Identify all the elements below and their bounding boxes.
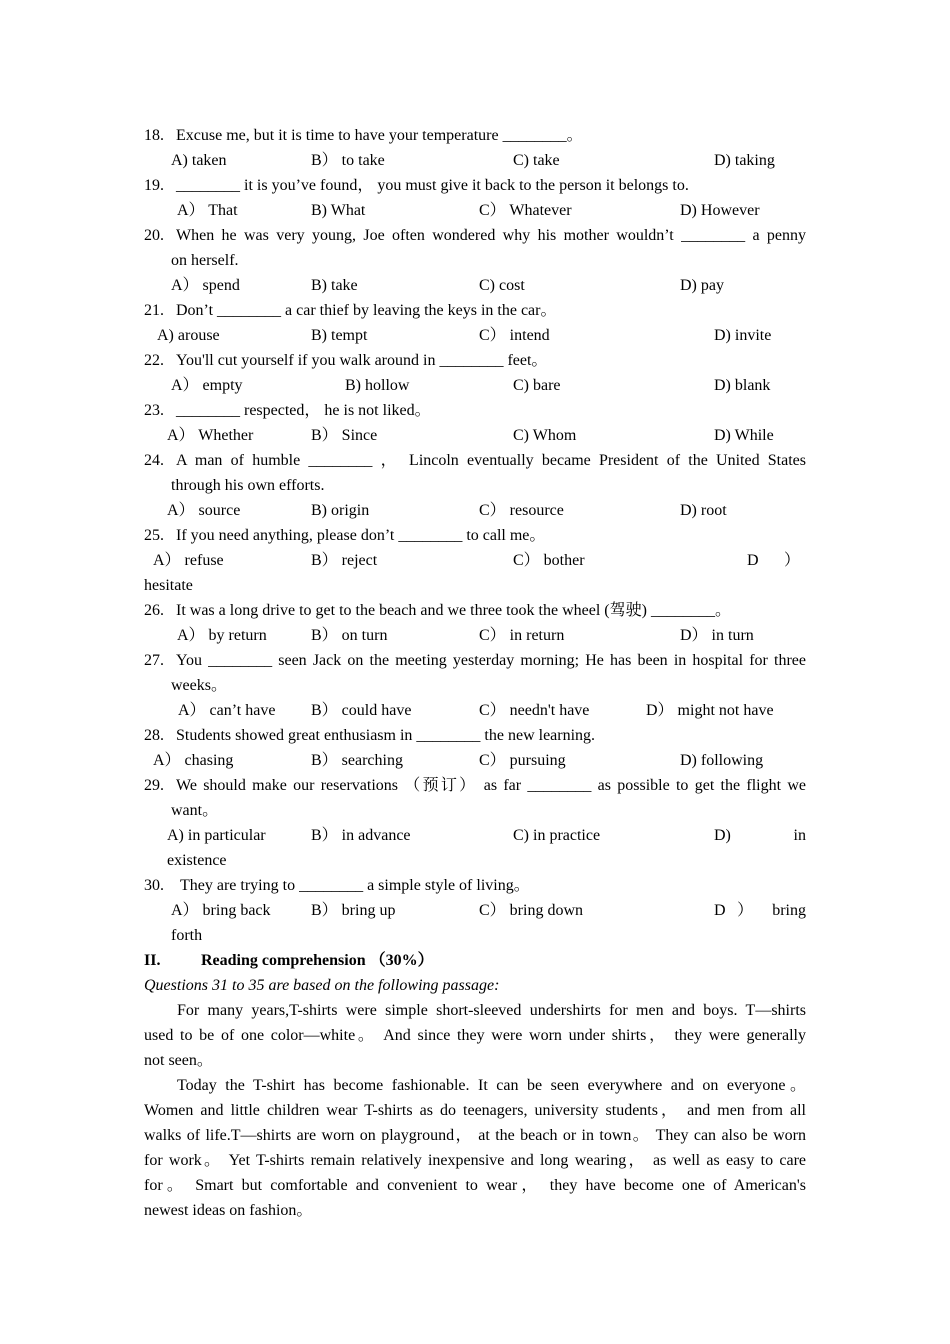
question-number: 27. xyxy=(144,652,164,669)
option-b: B） to take xyxy=(311,152,385,169)
question-stem: You'll cut yourself if you walk around in ________ feet。 xyxy=(176,352,548,369)
question-number: 24. xyxy=(144,452,164,469)
option-a: A） spend xyxy=(171,277,240,294)
passage-line: not seen。 xyxy=(144,1052,213,1069)
section-title: Reading comprehension （30%） xyxy=(201,952,434,969)
question-number: 21. xyxy=(144,302,164,319)
option-c: C） bother xyxy=(513,552,585,569)
question-stem: If you need anything, please don’t ________ to call me。 xyxy=(176,527,546,544)
passage-line: used to be of one color—white。 And since they were worn under shirts， they were generally xyxy=(144,1027,806,1044)
question-stem-continued: weeks。 xyxy=(171,677,227,694)
option-d: D) However xyxy=(680,202,760,219)
question-number: 25. xyxy=(144,527,164,544)
question-number: 20. xyxy=(144,227,164,244)
option-b: B） searching xyxy=(311,752,403,769)
question-number: 29. xyxy=(144,777,164,794)
question-stem: ________ respected， he is not liked。 xyxy=(176,402,431,419)
option-d: D） in turn xyxy=(680,627,754,644)
passage-instruction: Questions 31 to 35 are based on the following passage: xyxy=(144,977,500,994)
question-stem: They are trying to ________ a simple style of living。 xyxy=(180,877,530,894)
question-stem: ________ it is you’ve found， you must give it back to the person it belongs to. xyxy=(176,177,689,194)
option-a: A) arouse xyxy=(157,327,220,344)
option-c: C） in return xyxy=(479,627,565,644)
option-a: A） by return xyxy=(177,627,267,644)
passage-line: for work。 Yet T-shirts remain relatively inexpensive and long wearing， as well as easy to care xyxy=(144,1152,806,1169)
option-c: C) in practice xyxy=(513,827,601,844)
option-c: C) bare xyxy=(513,377,561,394)
option-a: A） chasing xyxy=(153,752,234,769)
passage-line: walks of life.T—shirts are worn on playground， at the beach or in town。 They can also be worn xyxy=(144,1127,806,1144)
option-d-continued: existence xyxy=(167,852,227,869)
option-d: D) pay xyxy=(680,277,724,294)
question-stem: When he was very young, Joe often wondered why his mother wouldn’t ________ a penny xyxy=(176,227,806,244)
option-b: B) tempt xyxy=(311,327,368,344)
option-a: A） Whether xyxy=(167,427,254,444)
option-d-continued: hesitate xyxy=(144,577,193,594)
question-number: 23. xyxy=(144,402,164,419)
question-stem-continued: on herself. xyxy=(171,252,239,269)
question-stem: Excuse me, but it is time to have your temperature ________。 xyxy=(176,127,583,144)
option-b: B) origin xyxy=(311,502,370,519)
question-number: 26. xyxy=(144,602,164,619)
question-stem: You ________ seen Jack on the meeting yesterday morning; He has been in hospital for three xyxy=(176,652,806,669)
option-a: A） can’t have xyxy=(178,702,276,719)
question-stem-continued: want。 xyxy=(171,802,219,819)
section-number: II. xyxy=(144,952,161,969)
passage-line: For many years,T-shirts were simple short-sleeved undershirts for men and boys. T—shirts xyxy=(177,1002,806,1019)
option-b: B） bring up xyxy=(311,902,396,919)
passage-line: Women and little children wear T-shirts as do teenagers, university students， and men from all xyxy=(144,1102,806,1119)
passage-line: Today the T-shirt has become fashionable. It can be seen everywhere and on everyone。 xyxy=(177,1077,806,1094)
question-stem-continued: through his own efforts. xyxy=(171,477,325,494)
option-a: A） bring back xyxy=(171,902,271,919)
question-number: 22. xyxy=(144,352,164,369)
option-a: A） That xyxy=(177,202,238,219)
option-d-continued: forth xyxy=(171,927,203,944)
question-number: 18. xyxy=(144,127,164,144)
question-number: 28. xyxy=(144,727,164,744)
option-c: C) Whom xyxy=(513,427,577,444)
option-a: A) in particular xyxy=(167,827,266,844)
option-c: C） Whatever xyxy=(479,202,572,219)
option-b: B） in advance xyxy=(311,827,411,844)
option-a: A） empty xyxy=(171,377,243,394)
option-a: A) taken xyxy=(171,152,227,169)
option-d: D) root xyxy=(680,502,727,519)
option-b: B） reject xyxy=(311,552,378,569)
option-c: C） bring down xyxy=(479,902,584,919)
option-d: D) in xyxy=(714,827,806,844)
question-number: 19. xyxy=(144,177,164,194)
passage-line: newest ideas on fashion。 xyxy=(144,1202,313,1219)
option-c: C) take xyxy=(513,152,560,169)
option-c: C） resource xyxy=(479,502,564,519)
question-stem: Students showed great enthusiasm in ________ the new learning. xyxy=(176,727,596,744)
option-b: B） on turn xyxy=(311,627,388,644)
question-stem: It was a long drive to get to the beach and we three took the wheel (驾驶) ________。 xyxy=(176,602,731,619)
option-d: D ） xyxy=(747,552,800,569)
option-d: D） might not have xyxy=(646,702,774,719)
option-b: B) take xyxy=(311,277,358,294)
option-c: C) cost xyxy=(479,277,525,294)
option-b: B） Since xyxy=(311,427,378,444)
option-d: D) taking xyxy=(714,152,775,169)
question-number: 30. xyxy=(144,877,164,894)
option-a: A） refuse xyxy=(153,552,224,569)
option-b: B） could have xyxy=(311,702,412,719)
option-b: B) What xyxy=(311,202,366,219)
option-a: A） source xyxy=(167,502,241,519)
question-stem: We should make our reservations （预订） as far ________ as possible to get the flight we xyxy=(176,777,806,794)
option-d: D) While xyxy=(714,427,774,444)
option-c: C） intend xyxy=(479,327,550,344)
option-d: D) blank xyxy=(714,377,771,394)
option-d: D ） bring xyxy=(714,902,806,919)
option-b: B) hollow xyxy=(345,377,410,394)
question-stem: A man of humble ________ ， Lincoln eventually became President of the United States xyxy=(176,452,806,469)
option-c: C） pursuing xyxy=(479,752,566,769)
passage-line: for。 Smart but comfortable and convenient to wear， they have become one of American's xyxy=(144,1177,806,1194)
option-d: D) following xyxy=(680,752,764,769)
option-c: C） needn't have xyxy=(479,702,590,719)
question-stem: Don’t ________ a car thief by leaving the keys in the car。 xyxy=(176,302,557,319)
option-d: D) invite xyxy=(714,327,772,344)
